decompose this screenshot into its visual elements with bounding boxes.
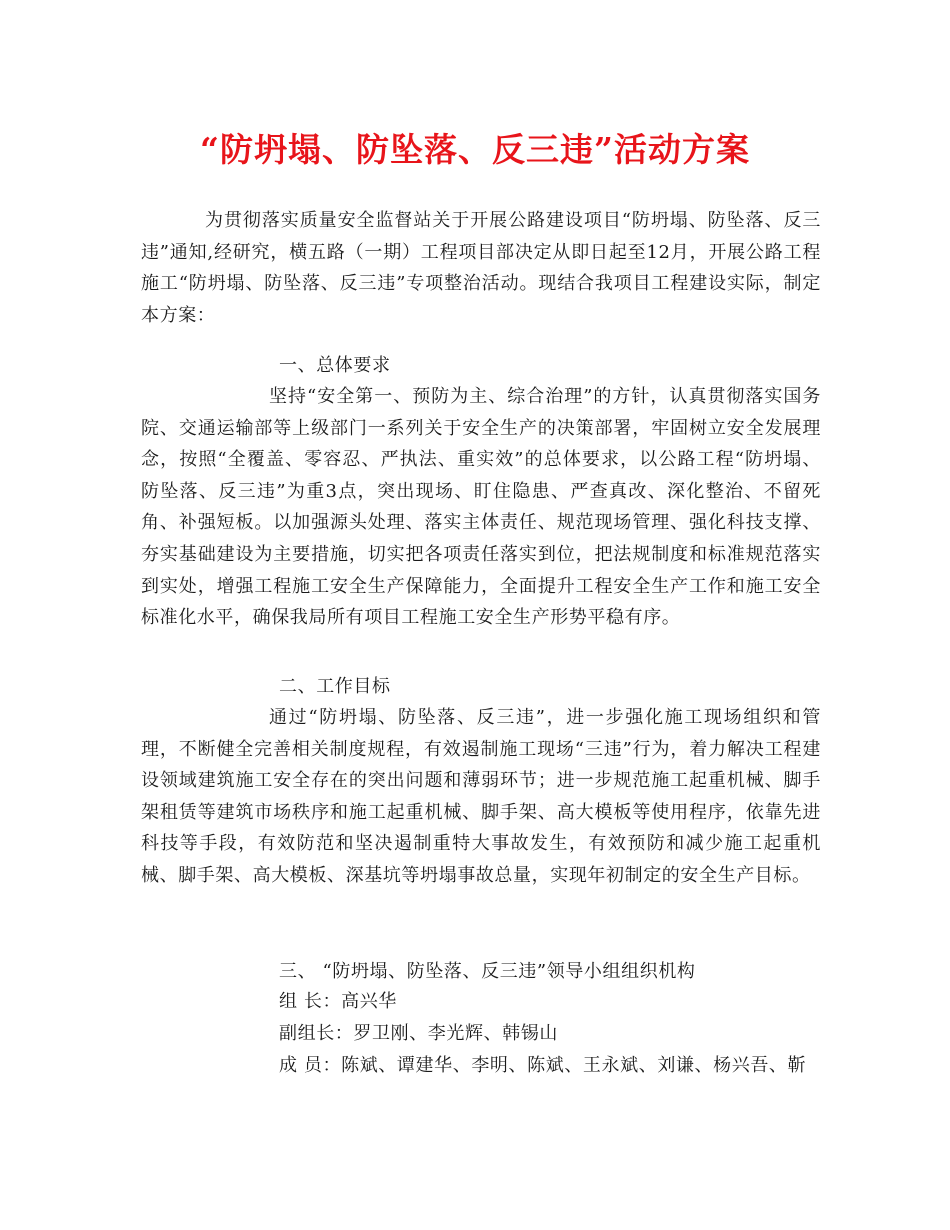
document-title: “防坍塌、防坠落、反三违”活动方案 [200,130,750,169]
section-heading-organization: 三、 “防坍塌、防坠落、反三违”领导小组组织机构 [279,961,696,982]
section-heading-goals: 二、工作目标 [279,676,391,697]
intro-paragraph: 为贯彻落实质量安全监督站关于开展公路建设项目“防坍塌、防坠落、反三违”通知,经研究，横五路（一期）工程项目部决定从即日起至12月，开展公路工程施工“防坍塌、防坠落、反三违”专项整治活动。现结合我项目工程建设实际，制定本方案： [141,210,821,326]
requirements-paragraph: 坚持“安全第一、预防为主、综合治理”的方针，认真贯彻落实国务院、交通运输部等上级部门一系列关于安全生产的决策部署，牢固树立安全发展理念，按照“全覆盖、零容忍、严执法、重实效”的总体要求，以公路工程“防坍塌、防坠落、反三违”为重3点，突出现场、盯住隐患、严查真改、深化整治、不留死角、补强短板。以加强源头处理、落实主体责任、规范现场管理、强化科技支撑、夯实基础建设为主要措施，切实把各项责任落实到位，把法规制度和标准规范落实到实处，增强工程施工安全生产保障能力，全面提升工程安全生产工作和施工安全标准化水平，确保我局所有项目工程施工安全生产形势平稳有序。 [141,386,821,629]
group-leader-line: 组 长：高兴华 [279,991,397,1012]
section-heading-requirements: 一、总体要求 [279,355,391,376]
goals-paragraph: 通过“防坍塌、防坠落、反三违”，进一步强化施工现场组织和管理，不断健全完善相关制度规程，有效遏制施工现场“三违”行为，着力解决工程建设领域建筑施工安全存在的突出问题和薄弱环节；进一步规范施工起重机械、脚手架租赁等建筑市场秩序和施工起重机械、脚手架、高大模板等使用程序，依靠先进科技等手段，有效防范和坚决遏制重特大事故发生，有效预防和减少施工起重机械、脚手架、高大模板、深基坑等坍塌事故总量，实现年初制定的安全生产目标。 [141,707,821,886]
deputy-leader-line: 副组长：罗卫刚、李光辉、韩锡山 [279,1023,558,1044]
members-line: 成 员：陈斌、谭建华、李明、陈斌、王永斌、刘谦、杨兴吾、靳 [279,1055,807,1076]
